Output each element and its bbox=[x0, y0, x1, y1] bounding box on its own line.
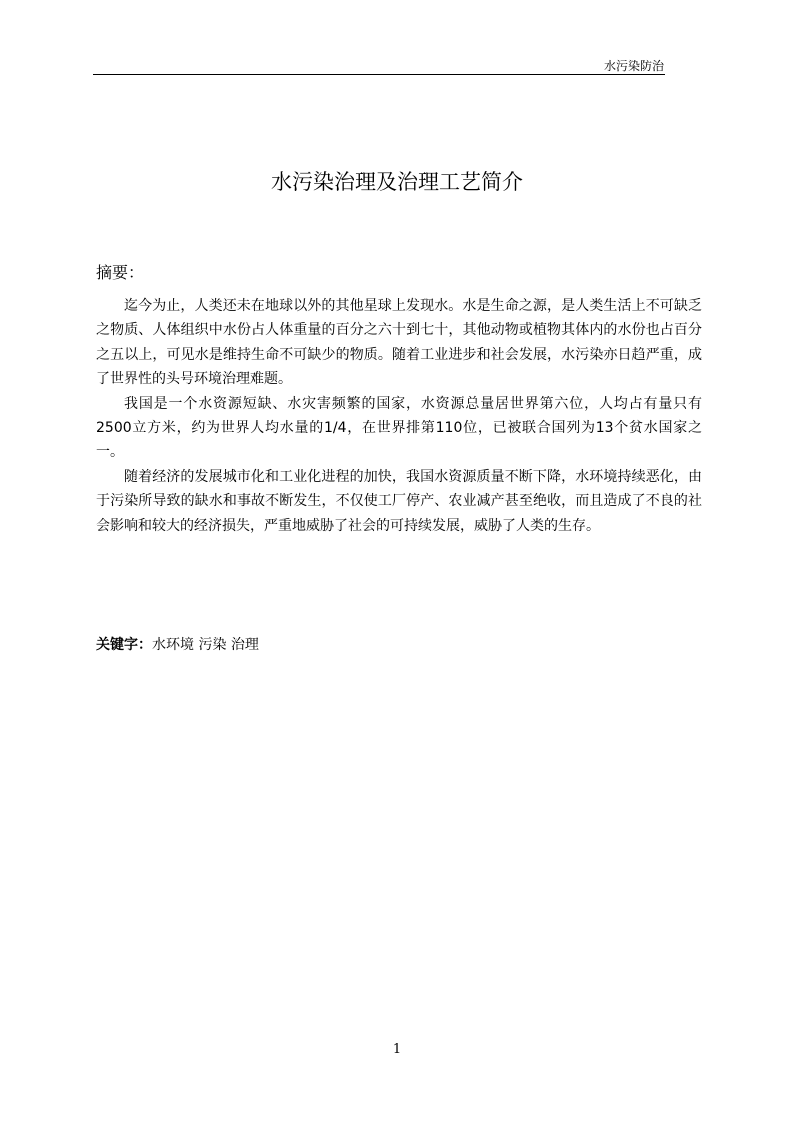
abstract-paragraph-3: 随着经济的发展城市化和工业化进程的加快，我国水资源质量不断下降，水环境持续恶化，由于污染所导致的缺水和事故不断发生，不仅使工厂停产、农业减产甚至绝收，而且造成了不良的社会影响和较大的经济损失，严重地威胁了社会的可持续发展，威胁了人类的生存。 bbox=[96, 468, 702, 534]
keywords-label: 关键字： bbox=[96, 637, 152, 653]
abstract-body bbox=[96, 294, 702, 538]
document-title: 水污染治理及治理工艺简介 bbox=[271, 170, 523, 194]
header-rule bbox=[93, 74, 665, 75]
keywords-line bbox=[96, 635, 259, 655]
abstract-paragraph-2: 我国是一个水资源短缺、水灾害频繁的国家，水资源总量居世界第六位，人均占有量只有2500立方米，约为世界人均水量的1/4，在世界排第110位，已被联合国列为13个贫水国家之一。 bbox=[96, 395, 702, 461]
abstract-paragraph-1: 迄今为止，人类还未在地球以外的其他星球上发现水。水是生命之源，是人类生活上不可缺乏之物质、人体组织中水份占人体重量的百分之六十到七十，其他动物或植物其体内的水份也占百分之五以上，可见水是维持生命不可缺少的物质。随着工业进步和社会发展，水污染亦日趋严重，成了世界性的头号环境治理难题。 bbox=[96, 298, 702, 388]
abstract-label: 摘要： bbox=[96, 263, 145, 282]
running-header: 水污染防治 bbox=[603, 59, 664, 73]
keywords-value: 水环境 污染 治理 bbox=[152, 637, 259, 653]
page-number: 1 bbox=[392, 1042, 402, 1057]
